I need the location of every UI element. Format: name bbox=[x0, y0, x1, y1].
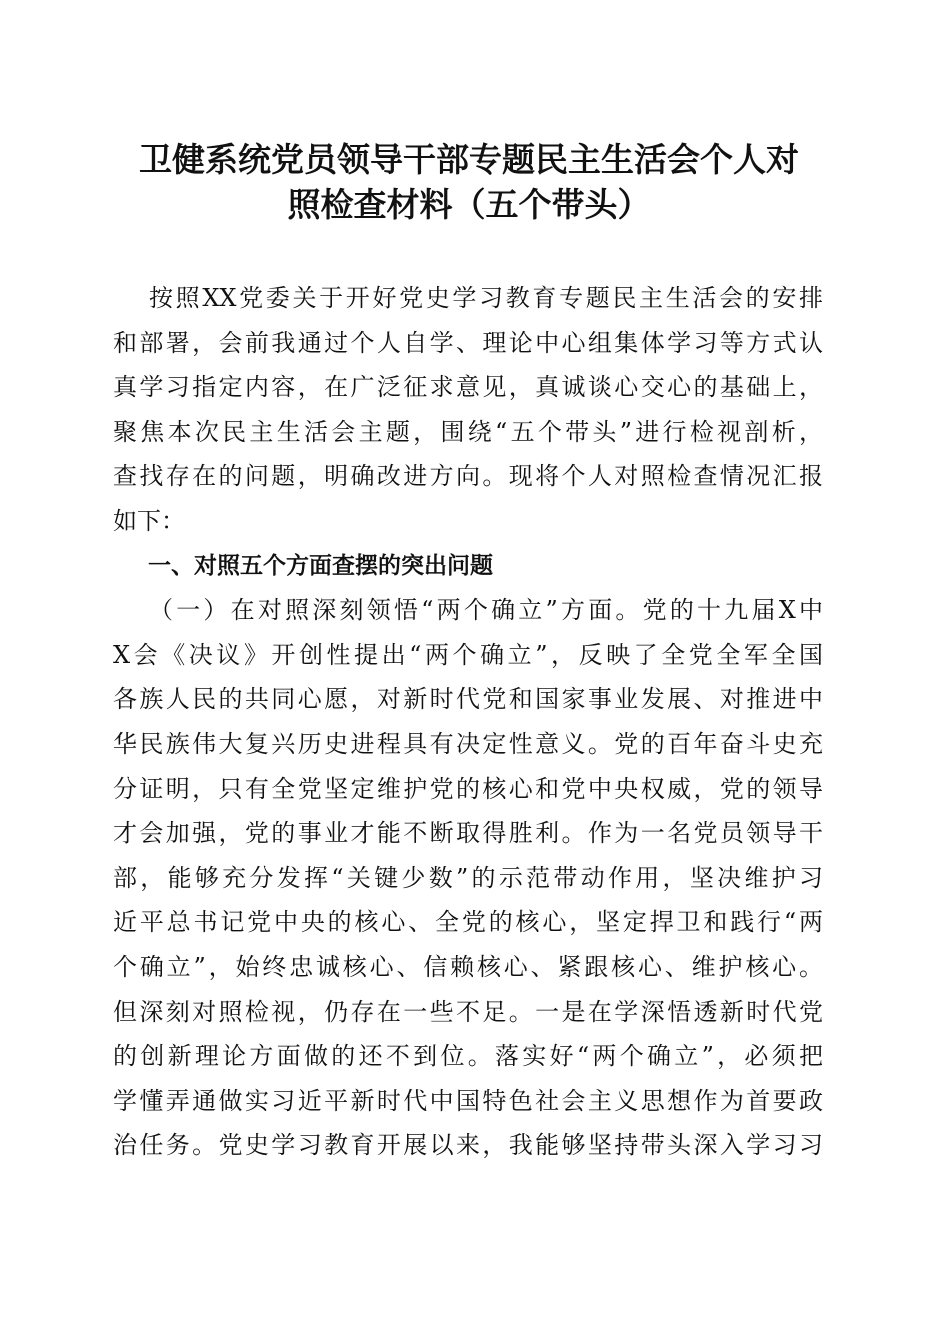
body-paragraph bbox=[113, 588, 823, 1168]
text-line: 分证明，只有全党坚定维护党的核心和党中央权威，党的领导 bbox=[113, 774, 823, 803]
text-line: 但深刻对照检视，仍存在一些不足。一是在学深悟透新时代党 bbox=[113, 997, 823, 1026]
text-line: 的创新理论方面做的还不到位。落实好“两个确立”，必须把 bbox=[113, 1042, 823, 1071]
text-line: 治任务。党史学习教育开展以来，我能够坚持带头深入学习习 bbox=[113, 1131, 823, 1160]
text-line: X会《决议》开创性提出“两个确立”，反映了全党全军全国 bbox=[113, 640, 823, 669]
section-heading: 一、对照五个方面查摆的突出问题 bbox=[148, 552, 493, 579]
title-line: 卫健系统党员领导干部专题民主生活会个人对 bbox=[139, 140, 799, 179]
title-line: 照检查材料（五个带头） bbox=[287, 185, 651, 224]
text-line: 真学习指定内容，在广泛征求意见，真诚谈心交心的基础上， bbox=[113, 373, 823, 402]
text-line: 聚焦本次民主生活会主题，围绕“五个带头”进行检视剖析， bbox=[113, 417, 823, 446]
text-line: 华民族伟大复兴历史进程具有决定性意义。党的百年奋斗史充 bbox=[113, 729, 823, 758]
text-line: 才会加强，党的事业才能不断取得胜利。作为一名党员领导干 bbox=[113, 819, 823, 848]
text-line: （一）在对照深刻领悟“两个确立”方面。党的十九届X中 bbox=[149, 596, 823, 625]
text-line: 学懂弄通做实习近平新时代中国特色社会主义思想作为首要政 bbox=[113, 1086, 823, 1115]
text-line: 如下： bbox=[113, 506, 185, 535]
text-line: 个确立”，始终忠诚核心、信赖核心、紧跟核心、维护核心。 bbox=[113, 952, 823, 981]
document-body bbox=[113, 276, 823, 1168]
document-title bbox=[113, 137, 825, 227]
text-line: 各族人民的共同心愿，对新时代党和国家事业发展、对推进中 bbox=[113, 685, 823, 714]
text-line: 查找存在的问题，明确改进方向。现将个人对照检查情况汇报 bbox=[113, 462, 823, 491]
text-line: 按照XX党委关于开好党史学习教育专题民主生活会的安排 bbox=[149, 284, 823, 312]
text-line: 部，能够充分发挥“关键少数”的示范带动作用，坚决维护习 bbox=[113, 863, 823, 892]
text-line: 近平总书记党中央的核心、全党的核心，坚定捍卫和践行“两 bbox=[113, 908, 823, 937]
text-line: 和部署，会前我通过个人自学、理论中心组集体学习等方式认 bbox=[113, 328, 823, 357]
intro-paragraph bbox=[113, 276, 823, 544]
